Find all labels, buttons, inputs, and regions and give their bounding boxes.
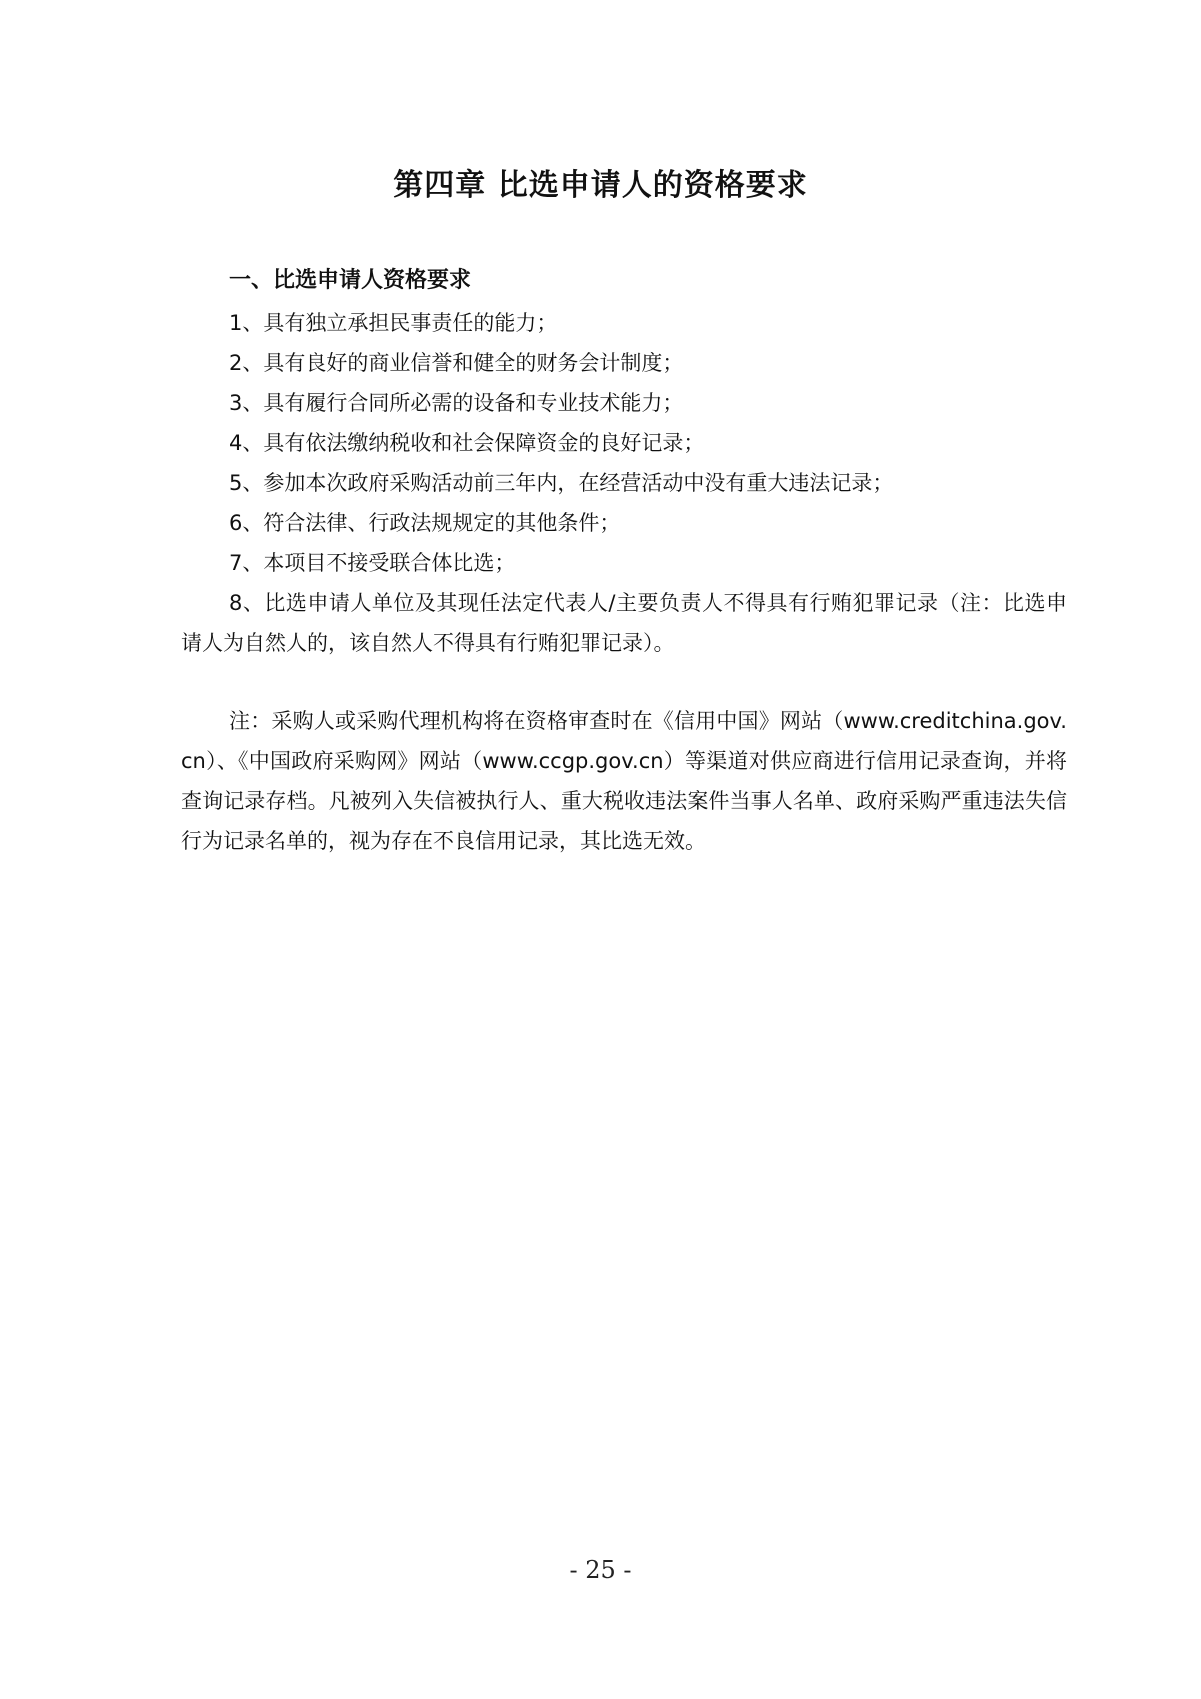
requirement-item-5: 5、参加本次政府采购活动前三年内，在经营活动中没有重大违法记录； [229,471,894,495]
requirement-item-4: 4、具有依法缴纳税收和社会保障资金的良好记录； [229,431,705,455]
requirement-item-2: 2、具有良好的商业信誉和健全的财务会计制度； [229,351,684,375]
requirement-item-7: 7、本项目不接受联合体比选； [229,551,516,575]
requirement-item-6: 6、符合法律、行政法规规定的其他条件； [229,511,621,535]
requirements-list [181,303,1067,663]
credit-check-note: 注：采购人或采购代理机构将在资格审查时在《信用中国》网站（www.creditchina.gov.cn）、《中国政府采购网》网站（www.ccgp.gov.cn）等渠道对供应商进行信用记录查询，并将查询记录存档。凡被列入失信被执行人、重大税收违法案件当事人名单、政府采购严重违法失信行为记录名单的，视为存在不良信用记录，其比选无效。 [181,709,1067,853]
requirement-item-1: 1、具有独立承担民事责任的能力； [229,311,558,335]
requirement-item-3: 3、具有履行合同所必需的设备和专业技术能力； [229,391,684,415]
requirement-item-8: 8、比选申请人单位及其现任法定代表人/主要负责人不得具有行贿犯罪记录（注：比选申请人为自然人的，该自然人不得具有行贿犯罪记录）。 [181,591,1067,655]
section-heading: 一、比选申请人资格要求 [229,268,472,293]
page-number: - 25 - [569,1556,632,1584]
chapter-title: 第四章 比选申请人的资格要求 [393,168,808,203]
